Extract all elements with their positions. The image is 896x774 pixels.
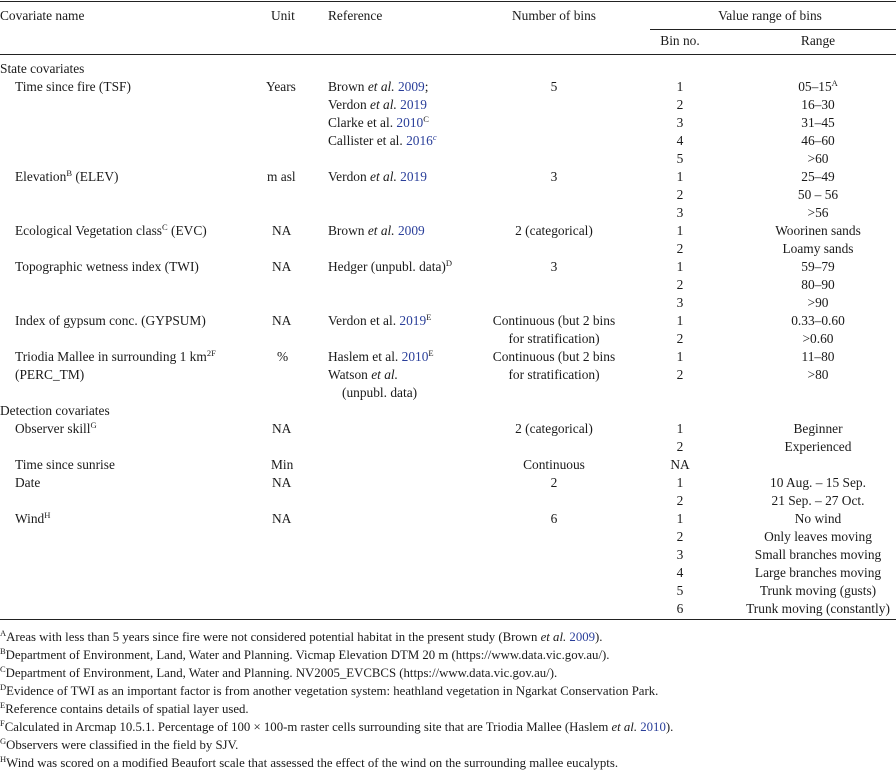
reference-link[interactable]: 2019 xyxy=(396,169,427,184)
footnote-c: $^C$Department of Environment, Land, Water and Planning. NV2005_EVCBCS (https://www.data.vic.gov.au/). xyxy=(0,664,558,680)
reference-twi: Hedger (unpubl. data)$^D$ xyxy=(328,258,453,274)
reference-link[interactable]: 2009 xyxy=(394,79,425,94)
bin-range: $05-15^A$ xyxy=(798,78,838,94)
covariate-twi: Topographic wetness index (TWI) xyxy=(15,259,199,274)
bin-range: Woorinen sands xyxy=(775,223,861,238)
bins-tsf: 5 xyxy=(550,79,558,94)
reference-link[interactable]: 2019 xyxy=(396,97,427,112)
bin-range: >80 xyxy=(807,367,829,382)
header-value-range: Value range of bins xyxy=(718,8,822,23)
bins-elev: 3 xyxy=(550,169,558,184)
reference-perc-2: Watson et al. xyxy=(328,367,398,382)
bin-no: 2 xyxy=(676,367,684,382)
header-bins: Number of bins xyxy=(511,8,597,23)
bin-no: 2 xyxy=(676,439,684,454)
unit-elev: m asl xyxy=(267,169,296,184)
footnote-f: $^F$Calculated in Arcmap 10.5.1. Percentage of 100 × 100-m raster cells surrounding site that are Triodia Mallee (Haslem et al. 2010). xyxy=(0,718,674,734)
bin-no: 3 xyxy=(676,295,684,310)
unit-time-since-sunrise: Min xyxy=(271,457,294,472)
bin-no: 1 xyxy=(676,421,684,436)
covariate-wind: Wind$^H$ xyxy=(15,510,51,526)
reference-link[interactable]: 2019 xyxy=(399,313,427,328)
value-range-underline xyxy=(650,29,896,30)
bin-range: >60 xyxy=(807,151,829,166)
bin-range: 21 Sep. – 27 Oct. xyxy=(771,493,865,508)
covariate-elev: Elevation$^B$ (ELEV) xyxy=(15,168,119,184)
bins-observer-skill: 2 (categorical) xyxy=(515,421,593,436)
bin-no: 1 xyxy=(676,349,684,364)
reference-link[interactable]: 2009 xyxy=(394,223,425,238)
section-detection-covariates: Detection covariates xyxy=(0,403,110,418)
covariate-perc-tm: Triodia Mallee in surrounding 1 $km^{2F}$ xyxy=(15,348,216,364)
unit-date: NA xyxy=(272,475,292,490)
bin-range: Trunk moving (constantly) xyxy=(746,601,890,616)
reference-link[interactable]: 2016 xyxy=(406,133,433,148)
covariate-evc: Ecological Vegetation class$^C$ (EVC) xyxy=(15,222,207,238)
reference-link[interactable]: 2010 xyxy=(637,720,666,734)
bin-no: 2 xyxy=(676,97,684,112)
bin-no: 6 xyxy=(676,601,684,616)
bin-no: 4 xyxy=(676,565,684,580)
bins-time-since-sunrise: Continuous xyxy=(523,457,585,472)
bin-range: 31–45 xyxy=(801,115,835,130)
bin-no: 4 xyxy=(676,133,684,148)
bins-perc-tm: Continuous (but 2 bins xyxy=(492,349,616,364)
bin-range: No wind xyxy=(794,511,842,526)
footnote-b: $^B$Department of Environment, Land, Water and Planning. Vicmap Elevation DTM 20 m (https://www.data.vic.gov.au/). xyxy=(0,646,610,662)
unit-observer-skill: NA xyxy=(272,421,292,436)
covariate-time-since-sunrise: Time since sunrise xyxy=(15,457,115,472)
bin-range: 0.33–0.60 xyxy=(791,313,845,328)
bin-no: 3 xyxy=(676,115,684,130)
bin-range: 16–30 xyxy=(801,97,835,112)
bin-no: 3 xyxy=(676,547,684,562)
reference-link[interactable]: 2010 xyxy=(401,349,429,364)
reference-perc-1: Haslem et al. $2010^E$ xyxy=(328,348,434,364)
top-rule xyxy=(0,1,896,2)
bin-no: 1 xyxy=(676,511,684,526)
bin-range: Only leaves moving xyxy=(764,529,872,544)
reference-elev: Verdon et al. 2019 xyxy=(328,169,427,184)
bin-range: >56 xyxy=(807,205,829,220)
bin-range: >90 xyxy=(807,295,829,310)
bin-no: 1 xyxy=(676,313,684,328)
header-covariate: Covariate name xyxy=(0,8,85,23)
bins-perc-tm-cont: for stratification) xyxy=(508,367,600,382)
bin-range: 46–60 xyxy=(801,133,835,148)
bin-range: 25–49 xyxy=(801,169,835,184)
bottom-rule xyxy=(0,619,896,620)
bins-wind: 6 xyxy=(550,511,558,526)
footnote-e: $^E$Reference contains details of spatial layer used. xyxy=(0,700,249,716)
unit-twi: NA xyxy=(272,259,292,274)
header-bin-no: Bin no. xyxy=(660,33,700,48)
footnote-g: $^G$Observers were classified in the field by SJV. xyxy=(0,736,239,752)
bin-range: Trunk moving (gusts) xyxy=(759,583,877,598)
bin-no: 1 xyxy=(676,79,684,94)
unit-wind: NA xyxy=(272,511,292,526)
section-state-covariates: State covariates xyxy=(0,61,85,76)
bin-no: 1 xyxy=(676,169,684,184)
covariate-perc-tm-cont: (PERC_TM) xyxy=(15,367,85,382)
bin-no: 1 xyxy=(676,259,684,274)
bin-range: 80–90 xyxy=(801,277,835,292)
bin-no: 2 xyxy=(676,331,684,346)
unit-gypsum: NA xyxy=(272,313,292,328)
bin-no: 2 xyxy=(676,187,684,202)
reference-link[interactable]: 2010 xyxy=(396,115,424,130)
bins-gypsum: Continuous (but 2 bins xyxy=(492,313,616,328)
bin-range: 10 Aug. – 15 Sep. xyxy=(770,475,866,490)
bin-no: 3 xyxy=(676,205,684,220)
footnote-h: $^H$Wind was scored on a modified Beaufort scale that assessed the effect of the wind on the surrounding mallee eucalypts. xyxy=(0,754,619,770)
bin-no: NA xyxy=(670,457,690,472)
bins-twi: 3 xyxy=(550,259,558,274)
header-rule xyxy=(0,54,896,55)
bin-range: 11–80 xyxy=(801,349,835,364)
reference-perc-2-cont: (unpubl. data) xyxy=(342,385,418,400)
covariate-date: Date xyxy=(15,475,41,490)
footnote-a: $^A$Areas with less than 5 years since fire were not considered potential habitat in the present study (Brown et al. 2009). xyxy=(0,628,603,644)
bin-no: 5 xyxy=(676,151,684,166)
reference-tsf-4: Callister et al. 2016$^c$ xyxy=(328,132,437,148)
reference-tsf-2: Verdon et al. 2019 xyxy=(328,97,427,112)
reference-evc: Brown et al. 2009 xyxy=(328,223,425,238)
bin-no: 2 xyxy=(676,529,684,544)
bins-gypsum-cont: for stratification) xyxy=(508,331,600,346)
bin-range: >0.60 xyxy=(802,331,834,346)
footnote-d: $^D$Evidence of TWI as an important factor is from another vegetation system: heathland vegetation in Ngarkat Conservation Park. xyxy=(0,682,659,698)
covariate-tsf: Time since fire (TSF) xyxy=(15,79,131,94)
bin-range: Small branches moving xyxy=(754,547,882,562)
reference-tsf-1: Brown et al. 2009; xyxy=(328,79,429,94)
bin-range: Experienced xyxy=(784,439,852,454)
bin-no: 1 xyxy=(676,475,684,490)
bin-range: Beginner xyxy=(793,421,843,436)
header-reference: Reference xyxy=(328,8,383,23)
bin-no: 5 xyxy=(676,583,684,598)
reference-link[interactable]: 2009 xyxy=(566,630,596,644)
bin-no: 2 xyxy=(676,493,684,508)
covariate-observer-skill: Observer skill$^G$ xyxy=(15,420,97,436)
unit-evc: NA xyxy=(272,223,292,238)
bins-evc: 2 (categorical) xyxy=(515,223,593,238)
header-unit: Unit xyxy=(271,8,295,23)
bin-range: Large branches moving xyxy=(754,565,882,580)
bin-range: Loamy sands xyxy=(782,241,854,256)
bin-no: 1 xyxy=(676,223,684,238)
header-range: Range xyxy=(800,33,836,48)
bin-no: 2 xyxy=(676,277,684,292)
bin-range: 50 – 56 xyxy=(797,187,839,202)
covariate-gypsum: Index of gypsum conc. (GYPSUM) xyxy=(15,313,206,328)
reference-gypsum: Verdon et al. $2019^E$ xyxy=(328,312,432,328)
unit-perc-tm: % xyxy=(277,349,289,364)
bins-date: 2 xyxy=(550,475,558,490)
bin-range: 59–79 xyxy=(801,259,835,274)
bin-no: 2 xyxy=(676,241,684,256)
unit-tsf: Years xyxy=(266,79,296,94)
reference-tsf-3: Clarke et al. $2010^C$ xyxy=(328,114,429,130)
